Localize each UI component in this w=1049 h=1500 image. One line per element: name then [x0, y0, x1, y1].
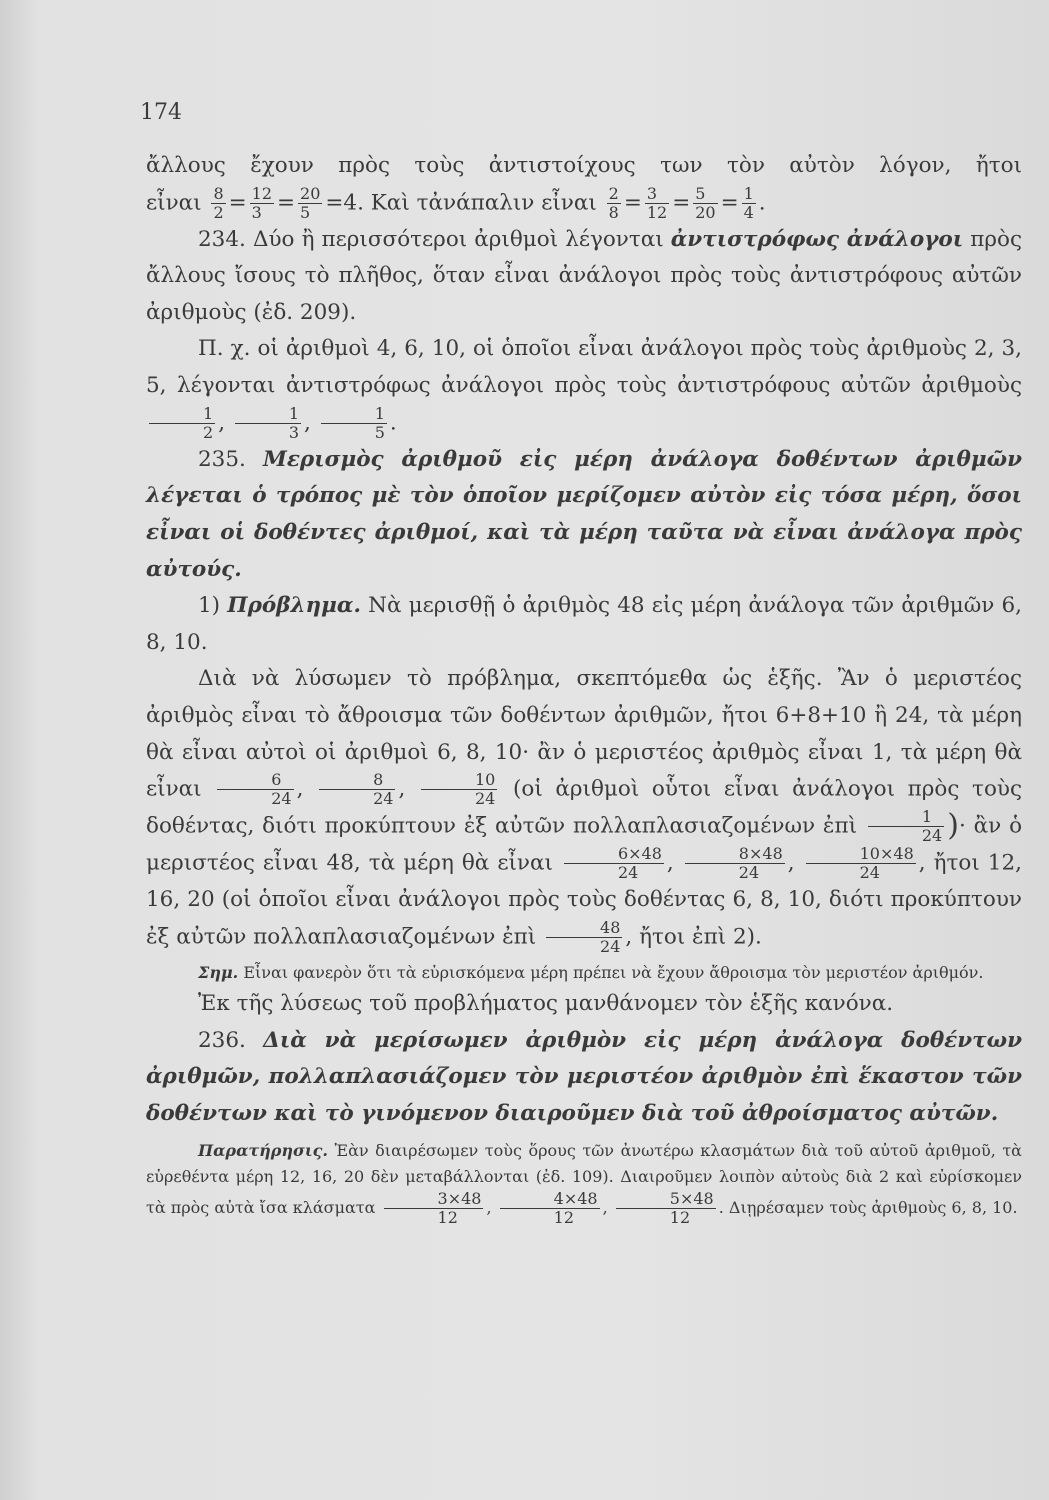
example-paragraph: Π. χ. οἱ ἀριθμοὶ 4, 6, 10, οἱ ὁποῖοι εἶναι ἀνάλογοι πρὸς τοὺς ἀριθμοὺς 2, 3, 5, λέγονται ἀντιστρόφως ἀνάλογοι πρὸς τοὺς ἀντιστρόφους αὐτῶν ἀριθμοὺς $\frac{1}{2}$ , $\frac{1}{3}$ , $\frac{1}{5}$ .: [146, 336, 1022, 442]
paragraph-234: 234. Δύο ἢ περισσότεροι ἀριθμοὶ λέγονται ἀντιστρόφως ἀνάλογοι πρὸς ἄλλους ἴσους τὸ πλῆθος, ὅταν εἶναι ἀνάλογοι πρὸς τοὺς ἀντιστρόφους αὐτῶν ἀριθμοὺς (ἐδ. 209).: [146, 226, 1022, 325]
fraction: $\frac{12}{3}$: [251, 183, 272, 222]
text: ἄλλους ἔχουν πρὸς τοὺς ἀντιστοίχους των τὸν αὐτὸν λόγον, ἤτοι: [146, 153, 1022, 178]
fraction: $\frac{1}{4}$: [743, 183, 754, 222]
fraction: $\frac{8}{24}$: [319, 771, 395, 808]
page-body: [146, 148, 1022, 1227]
fraction: $\frac{1}{5}$: [321, 405, 387, 442]
fraction: $\frac{10}{24}$: [421, 771, 497, 808]
fraction: $\frac{8\times 48}{24}$: [685, 845, 785, 882]
text-line: εἶναι $\frac{8}{2}$ = $\frac{12}{3}$ = $\frac{20}{5}$ =4. Καὶ τἀνάπαλιν εἶναι $\frac{2}{8}$ = $\frac{3}{12}$ = $\frac{5}{20}$ = $\frac{1}{4}$ .: [146, 183, 766, 222]
page-number: 174: [140, 100, 182, 125]
fraction: $\frac{20}{5}$: [300, 183, 321, 222]
solution-paragraph: Διὰ νὰ λύσωμεν τὸ πρόβλημα, σκεπτόμεθα ὡς ἑξῆς. Ἂν ὁ μεριστέος ἀριθμὸς εἶναι τὸ ἄθροισμα τῶν δοθέντων ἀριθμῶν, ἤτοι 6+8+10 ἢ 24, τὰ μέρη θὰ εἶναι αὐτοὶ οἱ ἀριθμοὶ 6, 8, 10· ἂν ὁ μεριστέος ἀριθμὸς εἶναι 1, τὰ μέρη θὰ εἶναι $\frac{6}{24}$ , $\frac{8}{24}$ , $\frac{10}{24}$ (οἱ ἀριθμοὶ οὗτοι εἶναι ἀνάλογοι πρὸς τοὺς δοθέντας, διότι προκύπτουν ἐξ αὐτῶν πολλαπλασιαζομένων ἐπὶ $\frac{1}{24}$ )· ἂν ὁ μεριστέος εἶναι 48, τὰ μέρη θὰ εἶναι $\frac{6\times 48}{24}$ , $\frac{8\times 48}{24}$ , $\frac{10\times 48}{24}$ , ἤτοι 12, 16, 20 (οἱ ὁποῖοι εἶναι ἀνάλογοι πρὸς τοὺς δοθέντας 6, 8, 10, διότι προκύπτουν ἐξ αὐτῶν πολλαπλασιαζομένων ἐπὶ $\frac{48}{24}$ , ἤτοι ἐπὶ 2).: [146, 666, 1023, 956]
text: =4. Καὶ τἀνάπαλιν εἶναι: [325, 190, 597, 216]
fraction: $\frac{1}{3}$: [235, 405, 301, 442]
paragraph-236: 236. Διὰ νὰ μερίσωμεν ἀριθμὸν εἰς μέρη ἀνάλογα δοθέντων ἀριθμῶν, πολλαπλασιάζομεν τὸν μεριστέον ἀριθμὸν ἐπὶ ἕκαστον τῶν δοθέντων καὶ τὸ γινόμενον διαιροῦμεν διὰ τοῦ ἀθροίσματος αὐτῶν.: [146, 1027, 1023, 1126]
remark: Παρατήρησις. Ἐὰν διαιρέσωμεν τοὺς ὅρους τῶν ἀνωτέρω κλασμάτων διὰ τοῦ αὐτοῦ ἀριθμοῦ, τὰ εὑρεθέντα μέρη 12, 16, 20 δὲν μεταβάλλονται (ἐδ. 109). Διαιροῦμεν λοιπὸν αὐτοὺς διὰ 2 καὶ εὑρίσκομεν τὰ πρὸς αὐτὰ ἴσα κλάσματα $\frac{3\times 48}{12}$ , $\frac{4\times 48}{12}$ , $\frac{5\times 48}{12}$ . Διῃρέσαμεν τοὺς ἀριθμοὺς 6, 8, 10.: [146, 1141, 1022, 1228]
fraction: $\frac{8}{2}$: [213, 183, 224, 222]
paragraph-235: 235. Μερισμὸς ἀριθμοῦ εἰς μέρη ἀνάλογα δοθέντων ἀριθμῶν λέγεται ὁ τρόπος μὲ τὸν ὁποῖον μερίζομεν αὐτὸν εἰς τόσα μέρη, ὅσοι εἶναι οἱ δοθέντες ἀριθμοί, καὶ τὰ μέρη ταῦτα νὰ εἶναι ἀνάλογα πρὸς αὐτούς.: [146, 446, 1023, 582]
text: εἶναι: [146, 190, 202, 216]
fraction: $\frac{1}{24}$: [868, 808, 944, 845]
text-line: [146, 148, 1022, 185]
fraction: $\frac{2}{8}$: [608, 183, 619, 222]
fraction: $\frac{4\times 48}{12}$: [500, 1190, 600, 1227]
fraction: $\frac{5}{20}$: [695, 183, 716, 222]
fraction: $\frac{6\times 48}{24}$: [564, 845, 664, 882]
fraction: $\frac{10\times 48}{24}$: [806, 845, 916, 882]
problem-paragraph: 1) Πρόβλημα. Νὰ μερισθῇ ὁ ἀριθμὸς 48 εἰς μέρη ἀνάλογα τῶν ἀριθμῶν 6, 8, 10.: [146, 593, 1022, 655]
note: Σημ. Εἶναι φανερὸν ὅτι τὰ εὑρισκόμενα μέρη πρέπει νὰ ἔχουν ἄθροισμα τὸν μεριστέον ἀριθμόν.: [198, 963, 984, 983]
rule-intro: Ἐκ τῆς λύσεως τοῦ προβλήματος μανθάνομεν τὸν ἑξῆς κανόνα.: [198, 991, 894, 1017]
fraction: $\frac{6}{24}$: [217, 771, 293, 808]
fraction: $\frac{3}{12}$: [646, 183, 668, 222]
fraction: $\frac{1}{2}$: [149, 405, 215, 442]
fraction: $\frac{5\times 48}{12}$: [616, 1190, 716, 1227]
fraction: $\frac{48}{24}$: [546, 919, 622, 956]
fraction: $\frac{3\times 48}{12}$: [384, 1190, 484, 1227]
